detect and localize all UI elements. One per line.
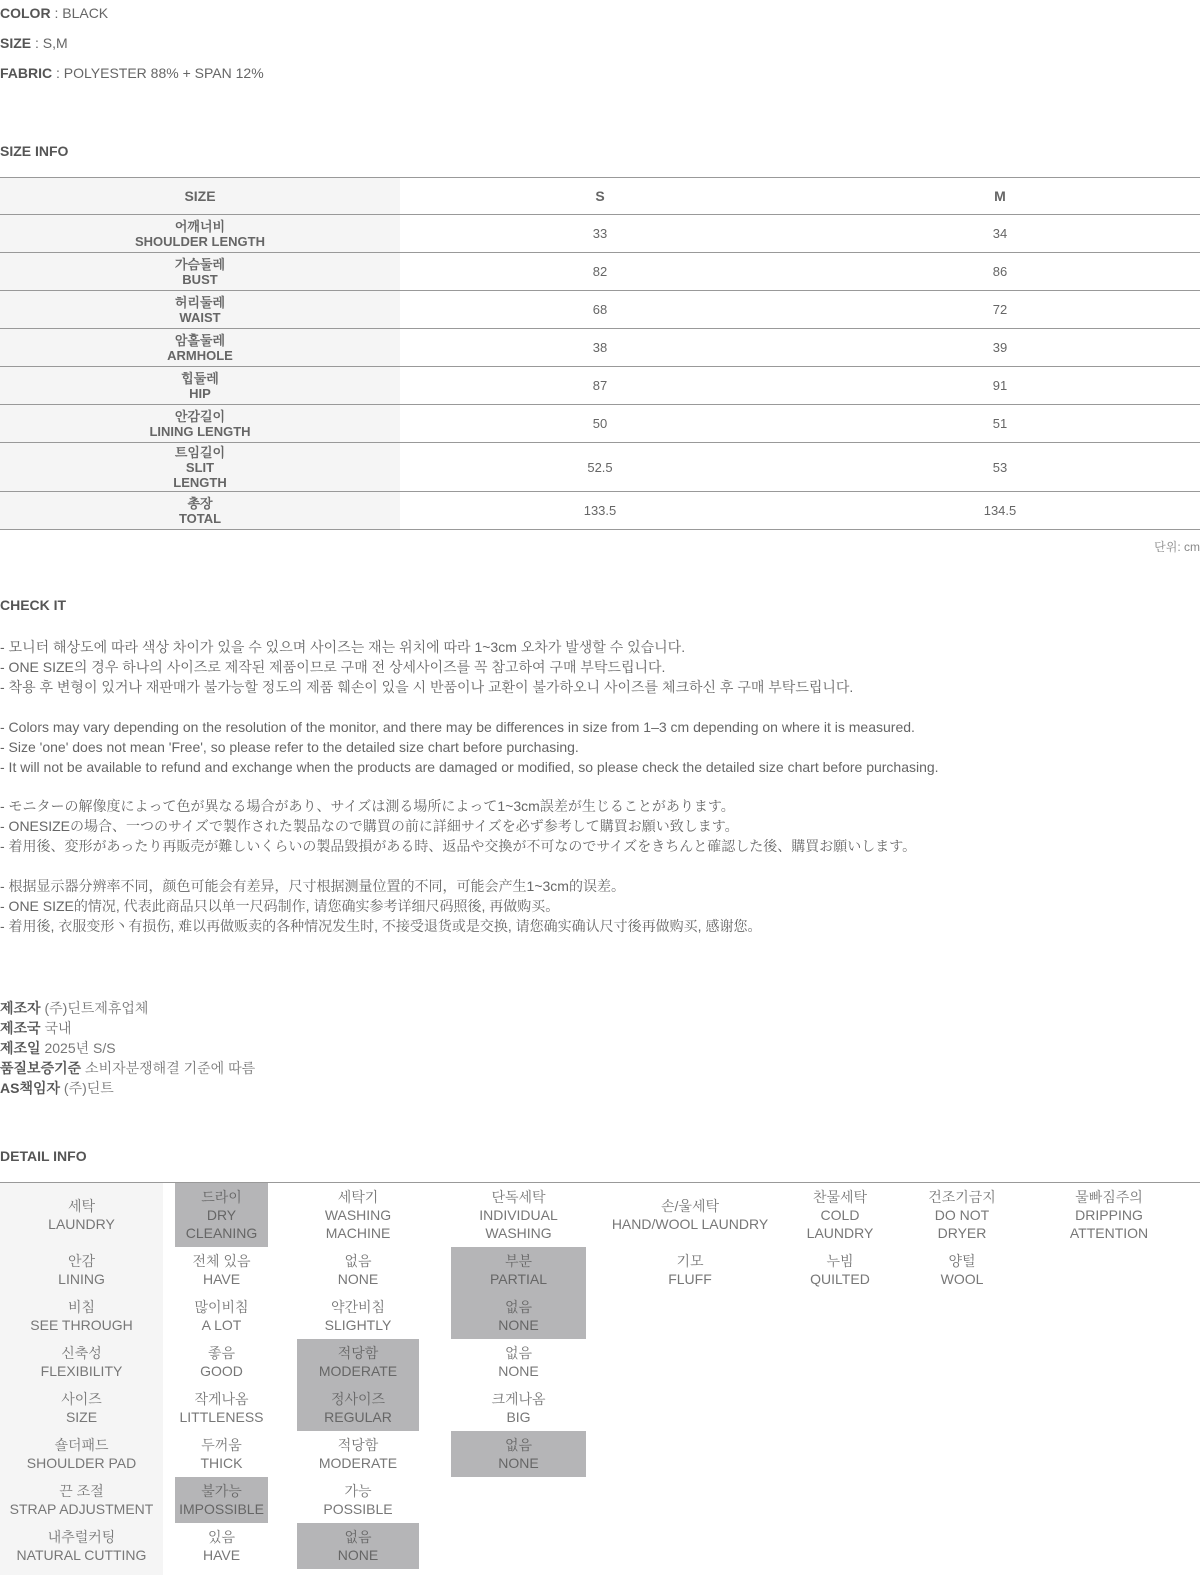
manufacturer-value: (주)딘트 bbox=[60, 1080, 114, 1096]
detail-table bbox=[0, 1182, 1200, 1563]
size-value-m: 91 bbox=[800, 367, 1200, 405]
detail-row-label bbox=[0, 1523, 163, 1569]
detail-option bbox=[590, 1183, 790, 1247]
detail-text: 많이비침 bbox=[194, 1299, 249, 1315]
size-table bbox=[0, 177, 1200, 530]
detail-text: 불가능 bbox=[201, 1483, 242, 1499]
size-row-label bbox=[0, 367, 400, 405]
detail-option bbox=[175, 1339, 268, 1385]
detail-text: SEE THROUGH bbox=[30, 1317, 133, 1333]
size-header-cell: S bbox=[400, 178, 800, 215]
detail-option bbox=[175, 1523, 268, 1569]
size-value-m: 39 bbox=[800, 329, 1200, 367]
detail-text: STRAP ADJUSTMENT bbox=[9, 1501, 154, 1517]
size-value-s: 82 bbox=[400, 253, 800, 291]
detail-text: 내추럴커팅 bbox=[47, 1529, 116, 1545]
detail-option bbox=[297, 1247, 419, 1293]
check-group bbox=[0, 637, 853, 697]
detail-row bbox=[0, 1477, 1200, 1523]
detail-option bbox=[297, 1183, 419, 1247]
detail-text: 가능 bbox=[344, 1483, 372, 1499]
detail-text: DRY bbox=[206, 1207, 237, 1223]
detail-option bbox=[297, 1431, 419, 1477]
detail-option bbox=[175, 1477, 268, 1523]
detail-option bbox=[451, 1385, 586, 1431]
size-value-s: 52.5 bbox=[400, 443, 800, 492]
size-label-en: ARMHOLE bbox=[167, 347, 233, 363]
detail-text: 단독세탁 bbox=[491, 1189, 546, 1205]
detail-row bbox=[0, 1523, 1200, 1569]
detail-text: NONE bbox=[498, 1455, 539, 1471]
manufacturer-value: 국내 bbox=[40, 1020, 72, 1036]
detail-row bbox=[0, 1431, 1200, 1477]
size-header-cell: SIZE bbox=[0, 178, 400, 215]
color-spec bbox=[0, 5, 108, 21]
detail-option bbox=[788, 1183, 892, 1247]
detail-option bbox=[451, 1431, 586, 1477]
manufacturer-value: 소비자분쟁해결 기준에 따름 bbox=[81, 1060, 256, 1076]
detail-text: 신축성 bbox=[61, 1345, 102, 1361]
manufacturer-row bbox=[0, 1058, 255, 1078]
detail-text: A LOT bbox=[201, 1317, 242, 1333]
detail-text: HAVE bbox=[202, 1547, 241, 1563]
detail-text: 비침 bbox=[67, 1299, 96, 1315]
size-value-s: 38 bbox=[400, 329, 800, 367]
detail-text: NONE bbox=[337, 1547, 379, 1563]
detail-text: 크게나옴 bbox=[491, 1391, 546, 1407]
size-label-en: BUST bbox=[182, 271, 218, 287]
fabric-spec bbox=[0, 65, 264, 81]
manufacturer-label: 품질보증기준 bbox=[0, 1060, 82, 1076]
manufacturer-label: 제조국 bbox=[0, 1020, 41, 1036]
detail-option bbox=[788, 1247, 892, 1293]
detail-text: 작게나옴 bbox=[194, 1391, 249, 1407]
detail-text: WOOL bbox=[940, 1271, 984, 1287]
detail-text: 양털 bbox=[948, 1253, 976, 1269]
size-label-en: TOTAL bbox=[178, 510, 222, 526]
detail-text: 끈 조절 bbox=[59, 1483, 104, 1499]
detail-text: 적당함 bbox=[337, 1345, 379, 1361]
detail-text: 없음 bbox=[504, 1437, 533, 1453]
detail-text: BIG bbox=[506, 1409, 531, 1425]
size-label-en: SHOULDER LENGTH bbox=[135, 233, 265, 249]
detail-text: GOOD bbox=[200, 1363, 243, 1379]
size-value: : S,M bbox=[31, 35, 68, 51]
detail-option bbox=[175, 1385, 268, 1431]
detail-text: NONE bbox=[498, 1317, 539, 1333]
detail-text: 정사이즈 bbox=[330, 1391, 386, 1407]
detail-text: PARTIAL bbox=[489, 1271, 548, 1287]
detail-text: 안감 bbox=[67, 1253, 96, 1269]
detail-option bbox=[451, 1339, 586, 1385]
detail-option bbox=[297, 1385, 419, 1431]
detail-option bbox=[297, 1523, 419, 1569]
detail-option bbox=[451, 1293, 586, 1339]
detail-text: MODERATE bbox=[318, 1363, 398, 1379]
detail-row-label bbox=[0, 1183, 163, 1247]
detail-row bbox=[0, 1183, 1200, 1247]
size-row bbox=[0, 253, 1200, 291]
size-header-row bbox=[0, 178, 1200, 215]
size-row bbox=[0, 367, 1200, 405]
detail-text: SLIGHTLY bbox=[324, 1317, 392, 1333]
detail-text: HAND/WOOL LAUNDRY bbox=[611, 1216, 769, 1232]
size-label: SIZE bbox=[0, 35, 32, 51]
manufacturer-value: (주)딘트제휴업체 bbox=[40, 1000, 149, 1016]
detail-text: 손/울세탁 bbox=[661, 1198, 719, 1214]
size-value-s: 33 bbox=[400, 215, 800, 253]
detail-text: 없음 bbox=[344, 1529, 372, 1545]
size-header-cell: M bbox=[800, 178, 1200, 215]
detail-text: 좋음 bbox=[207, 1345, 236, 1361]
size-label-ko: 트임길이 bbox=[174, 444, 226, 460]
fabric-label: FABRIC bbox=[0, 65, 53, 81]
detail-text: 없음 bbox=[504, 1299, 533, 1315]
check-line: - 根据显示器分辨率不同，颜色可能会有差异，尺寸根据测量位置的不同，可能会产生1~3cm的误差。 bbox=[0, 878, 625, 894]
size-row-label bbox=[0, 253, 400, 291]
size-value-m: 53 bbox=[800, 443, 1200, 492]
size-value-s: 87 bbox=[400, 367, 800, 405]
detail-text: REGULAR bbox=[324, 1409, 392, 1425]
manufacturer-row bbox=[0, 1078, 255, 1098]
detail-row bbox=[0, 1247, 1200, 1293]
detail-text: NONE bbox=[337, 1271, 379, 1287]
detail-text: QUILTED bbox=[810, 1271, 870, 1287]
size-value-s: 68 bbox=[400, 291, 800, 329]
size-info-title: SIZE INFO bbox=[0, 143, 69, 159]
detail-text: 없음 bbox=[344, 1253, 372, 1269]
detail-text: FLUFF bbox=[668, 1271, 712, 1287]
size-spec bbox=[0, 35, 68, 51]
detail-text: 숄더패드 bbox=[54, 1437, 109, 1453]
check-line: - Colors may vary depending on the resolution of the monitor, and there may be differences in size from 1–3 cm depending on where it is measured. bbox=[0, 719, 915, 735]
check-line: - 着用後、変形があったり再販売が難しいくらいの製品毀損がある時、返品や交換が不可なのでサイズをきちんと確認した後、購買お願いします。 bbox=[0, 838, 917, 854]
detail-text: 없음 bbox=[504, 1345, 533, 1361]
detail-text: IMPOSSIBLE bbox=[179, 1501, 264, 1517]
fabric-value: : POLYESTER 88% + SPAN 12% bbox=[52, 65, 264, 81]
size-value-m: 134.5 bbox=[800, 492, 1200, 530]
detail-row-label bbox=[0, 1339, 163, 1385]
detail-text: DRIPPING ATTENTION bbox=[1069, 1207, 1149, 1241]
unit-label: 단위: cm bbox=[1154, 540, 1200, 554]
size-row-label bbox=[0, 492, 400, 530]
size-value-m: 72 bbox=[800, 291, 1200, 329]
manufacturer-row bbox=[0, 1038, 255, 1058]
detail-text: 두꺼움 bbox=[201, 1437, 242, 1453]
size-row bbox=[0, 492, 1200, 530]
check-group bbox=[0, 717, 939, 777]
detail-text: DO NOT DRYER bbox=[934, 1207, 990, 1241]
detail-option bbox=[175, 1183, 268, 1247]
detail-option bbox=[910, 1247, 1014, 1293]
detail-text: WASHING MACHINE bbox=[324, 1207, 392, 1241]
detail-text: MODERATE bbox=[318, 1455, 398, 1471]
size-label-ko: 총장 bbox=[187, 495, 213, 511]
manufacturer-row bbox=[0, 1018, 255, 1038]
detail-text: FLEXIBILITY bbox=[40, 1363, 123, 1379]
detail-text: POSSIBLE bbox=[323, 1501, 393, 1517]
size-label-ko: 가슴둘레 bbox=[174, 256, 226, 272]
detail-option bbox=[297, 1339, 419, 1385]
detail-row-label bbox=[0, 1293, 163, 1339]
size-row-label bbox=[0, 405, 400, 443]
detail-text: 전체 있음 bbox=[192, 1253, 251, 1269]
size-row bbox=[0, 291, 1200, 329]
size-label-ko: 안감길이 bbox=[174, 408, 226, 424]
detail-row-label bbox=[0, 1385, 163, 1431]
size-row bbox=[0, 443, 1200, 492]
detail-option bbox=[175, 1293, 268, 1339]
size-value-s: 133.5 bbox=[400, 492, 800, 530]
detail-row bbox=[0, 1385, 1200, 1431]
size-row-label bbox=[0, 291, 400, 329]
size-row bbox=[0, 215, 1200, 253]
check-line: - Size 'one' does not mean 'Free', so please refer to the detailed size chart before purchasing. bbox=[0, 739, 579, 755]
detail-text: NATURAL CUTTING bbox=[16, 1547, 147, 1563]
manufacturer-label: 제조자 bbox=[0, 1000, 41, 1016]
size-row bbox=[0, 405, 1200, 443]
detail-option bbox=[1035, 1183, 1183, 1247]
detail-option bbox=[297, 1293, 419, 1339]
size-row-label bbox=[0, 443, 400, 492]
detail-option bbox=[175, 1431, 268, 1477]
size-value-m: 51 bbox=[800, 405, 1200, 443]
detail-text: LAUNDRY bbox=[48, 1216, 115, 1232]
detail-text: THICK bbox=[200, 1455, 243, 1471]
size-label-ko: 허리둘레 bbox=[174, 294, 226, 310]
detail-text: 물빠짐주의 bbox=[1075, 1189, 1143, 1205]
detail-text: 드라이 bbox=[201, 1189, 242, 1205]
detail-text: 기모 bbox=[676, 1253, 704, 1269]
detail-text: 사이즈 bbox=[61, 1391, 102, 1407]
detail-text: 건조기금지 bbox=[928, 1189, 996, 1205]
color-value: : BLACK bbox=[50, 5, 109, 21]
size-label-en: WAIST bbox=[179, 309, 221, 325]
manufacturer-label: AS책임자 bbox=[0, 1080, 61, 1096]
size-label-en: HIP bbox=[189, 385, 211, 401]
manufacturer-value: 2025년 S/S bbox=[40, 1040, 116, 1056]
detail-text: SIZE bbox=[65, 1409, 98, 1425]
detail-text: 찬물세탁 bbox=[812, 1189, 868, 1205]
check-line: - 모니터 해상도에 따라 색상 차이가 있을 수 있으며 사이즈는 재는 위치에 따라 1~3cm 오차가 발생할 수 있습니다. bbox=[0, 639, 686, 655]
detail-text: INDIVIDUAL WASHING bbox=[479, 1207, 558, 1241]
detail-text: 세탁 bbox=[67, 1198, 96, 1214]
check-line: - ONE SIZE的情况, 代表此商品只以单一尺码制作, 请您确实参考详细尺码照後, 再做购买。 bbox=[0, 898, 560, 914]
check-line: - It will not be available to refund and exchange when the products are damaged or modified, so please check the detailed size chart before purchasing. bbox=[0, 759, 939, 775]
detail-text: 부분 bbox=[504, 1253, 533, 1269]
detail-text: LINING bbox=[58, 1271, 105, 1287]
detail-text: NONE bbox=[498, 1363, 539, 1379]
detail-option bbox=[451, 1183, 586, 1247]
check-line: - ONE SIZE의 경우 하나의 사이즈로 제작된 제품이므로 구매 전 상세사이즈를 꼭 참고하여 구매 부탁드립니다. bbox=[0, 659, 666, 675]
detail-option bbox=[910, 1183, 1014, 1247]
detail-info-title: DETAIL INFO bbox=[0, 1148, 87, 1164]
check-line: - 着用後, 衣服变形丶有损伤, 难以再做贩卖的各种情况发生时, 不接受退货或是交换, 请您确实确认尺寸後再做购买, 感谢您。 bbox=[0, 918, 762, 934]
check-line: - 착용 후 변형이 있거나 재판매가 불가능할 정도의 제품 훼손이 있을 시 반품이나 교환이 불가하오니 사이즈를 체크하신 후 구매 부탁드립니다. bbox=[0, 679, 854, 695]
detail-option bbox=[297, 1477, 419, 1523]
size-value-m: 86 bbox=[800, 253, 1200, 291]
check-line: - ONESIZEの場合、一つのサイズで製作された製品なので購買の前に詳細サイズを必ず参考して購買お願い致します。 bbox=[0, 818, 739, 834]
detail-text: COLD LAUNDRY bbox=[806, 1207, 874, 1241]
manufacturer-row bbox=[0, 998, 255, 1018]
size-label-ko: 암홀둘레 bbox=[174, 332, 226, 348]
check-group bbox=[0, 876, 761, 936]
detail-option bbox=[590, 1247, 790, 1293]
manufacturer-info bbox=[0, 998, 255, 1098]
size-label-en: LINING LENGTH bbox=[149, 423, 251, 439]
detail-text: 누빔 bbox=[826, 1253, 854, 1269]
detail-text: 세탁기 bbox=[337, 1189, 379, 1205]
size-row-label bbox=[0, 329, 400, 367]
detail-row bbox=[0, 1339, 1200, 1385]
detail-text: CLEANING bbox=[185, 1225, 258, 1241]
check-line: - モニターの解像度によって色が異なる場合があり、サイズは測る場所によって1~3cm誤差が生じることがあります。 bbox=[0, 798, 735, 814]
detail-option bbox=[175, 1247, 268, 1293]
detail-row-label bbox=[0, 1431, 163, 1477]
size-label-ko: 어깨너비 bbox=[174, 218, 226, 234]
detail-text: HAVE bbox=[202, 1271, 241, 1287]
size-row bbox=[0, 329, 1200, 367]
size-label-ko: 힙둘레 bbox=[181, 370, 219, 386]
size-value-m: 34 bbox=[800, 215, 1200, 253]
size-label-en: LENGTH bbox=[173, 474, 227, 490]
size-row-label bbox=[0, 215, 400, 253]
detail-text: 적당함 bbox=[337, 1437, 379, 1453]
check-group bbox=[0, 796, 916, 856]
detail-text: 약간비침 bbox=[330, 1299, 386, 1315]
size-value-s: 50 bbox=[400, 405, 800, 443]
detail-option bbox=[451, 1247, 586, 1293]
detail-text: 있음 bbox=[207, 1529, 236, 1545]
detail-row-label bbox=[0, 1247, 163, 1293]
detail-row-label bbox=[0, 1477, 163, 1523]
color-label: COLOR bbox=[0, 5, 51, 21]
manufacturer-label: 제조일 bbox=[0, 1040, 41, 1056]
detail-text: LITTLENESS bbox=[179, 1409, 264, 1425]
detail-text: SHOULDER PAD bbox=[26, 1455, 137, 1471]
size-label-en: SLIT bbox=[185, 459, 215, 475]
detail-row bbox=[0, 1293, 1200, 1339]
check-it-title: CHECK IT bbox=[0, 597, 67, 613]
